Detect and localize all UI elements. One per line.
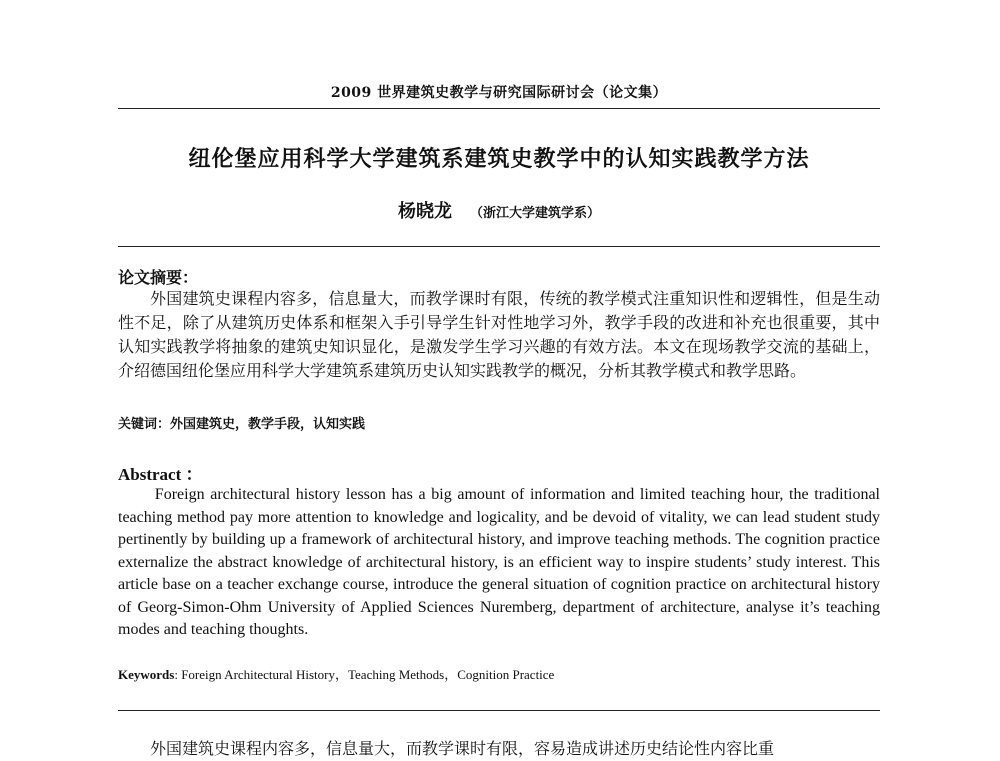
header-rule <box>118 108 880 109</box>
title-rule <box>118 246 880 247</box>
author-name: 杨晓龙 <box>397 201 452 222</box>
en-keywords-label: Keywords <box>118 667 175 682</box>
zh-abstract-heading: 论文摘要： <box>118 268 199 287</box>
en-abstract-heading: Abstract ： <box>118 465 203 484</box>
running-head: 2009 世界建筑史教学与研究国际研讨会（论文集） <box>330 85 668 101</box>
paper-title: 纽伦堡应用科学大学建筑系建筑史教学中的认知实践教学方法 <box>188 146 810 172</box>
author-affiliation: （浙江大学建筑学系） <box>469 206 600 221</box>
zh-abstract-body: 外国建筑史课程内容多，信息量大，而教学课时有限，传统的教学模式注重知识性和逻辑性，但是生动性不足，除了从建筑历史体系和框架入手引导学生针对性地学习外，教学手段的改进和补充也很重要，其中认知实践教学将抽象的建筑史知识显化，是激发学生学习兴趣的有效方法。本文在现场教学交流的基础上，介绍德国纽伦堡应用科学大学建筑系建筑历史认知实践教学的概况，分析其教学模式和教学思路。 <box>118 289 880 380</box>
en-abstract-body: Foreign architectural history lesson has a big amount of information and limited teaching hour, the traditional teaching method pay more attention to knowledge and logicality, and be devoid of vitality, we can lead student study pertinently by building up a framework of architectural history, and improve teaching methods. The cognition practice externalize the abstract knowledge of architectural history, is an efficient way to inspire students’ study interest. This article base on a teacher exchange course, introduce the general situation of cognition practice on architectural history of Georg-Simon-Ohm University of Applied Sciences Nuremberg, department of architecture, analyse it’s teaching modes and teaching thoughts. <box>118 486 880 638</box>
body-first-line: 外国建筑史课程内容多，信息量大，而教学课时有限，容易造成讲述历史结论性内容比重 <box>150 739 775 758</box>
en-keywords <box>118 664 554 683</box>
zh-keywords: 关键词：外国建筑史，教学手段，认知实践 <box>118 417 366 432</box>
byline <box>118 197 880 223</box>
en-keywords-list: : Foreign Architectural History，Teaching Methods，Cognition Practice <box>174 667 555 682</box>
abstract-end-rule <box>118 710 880 711</box>
